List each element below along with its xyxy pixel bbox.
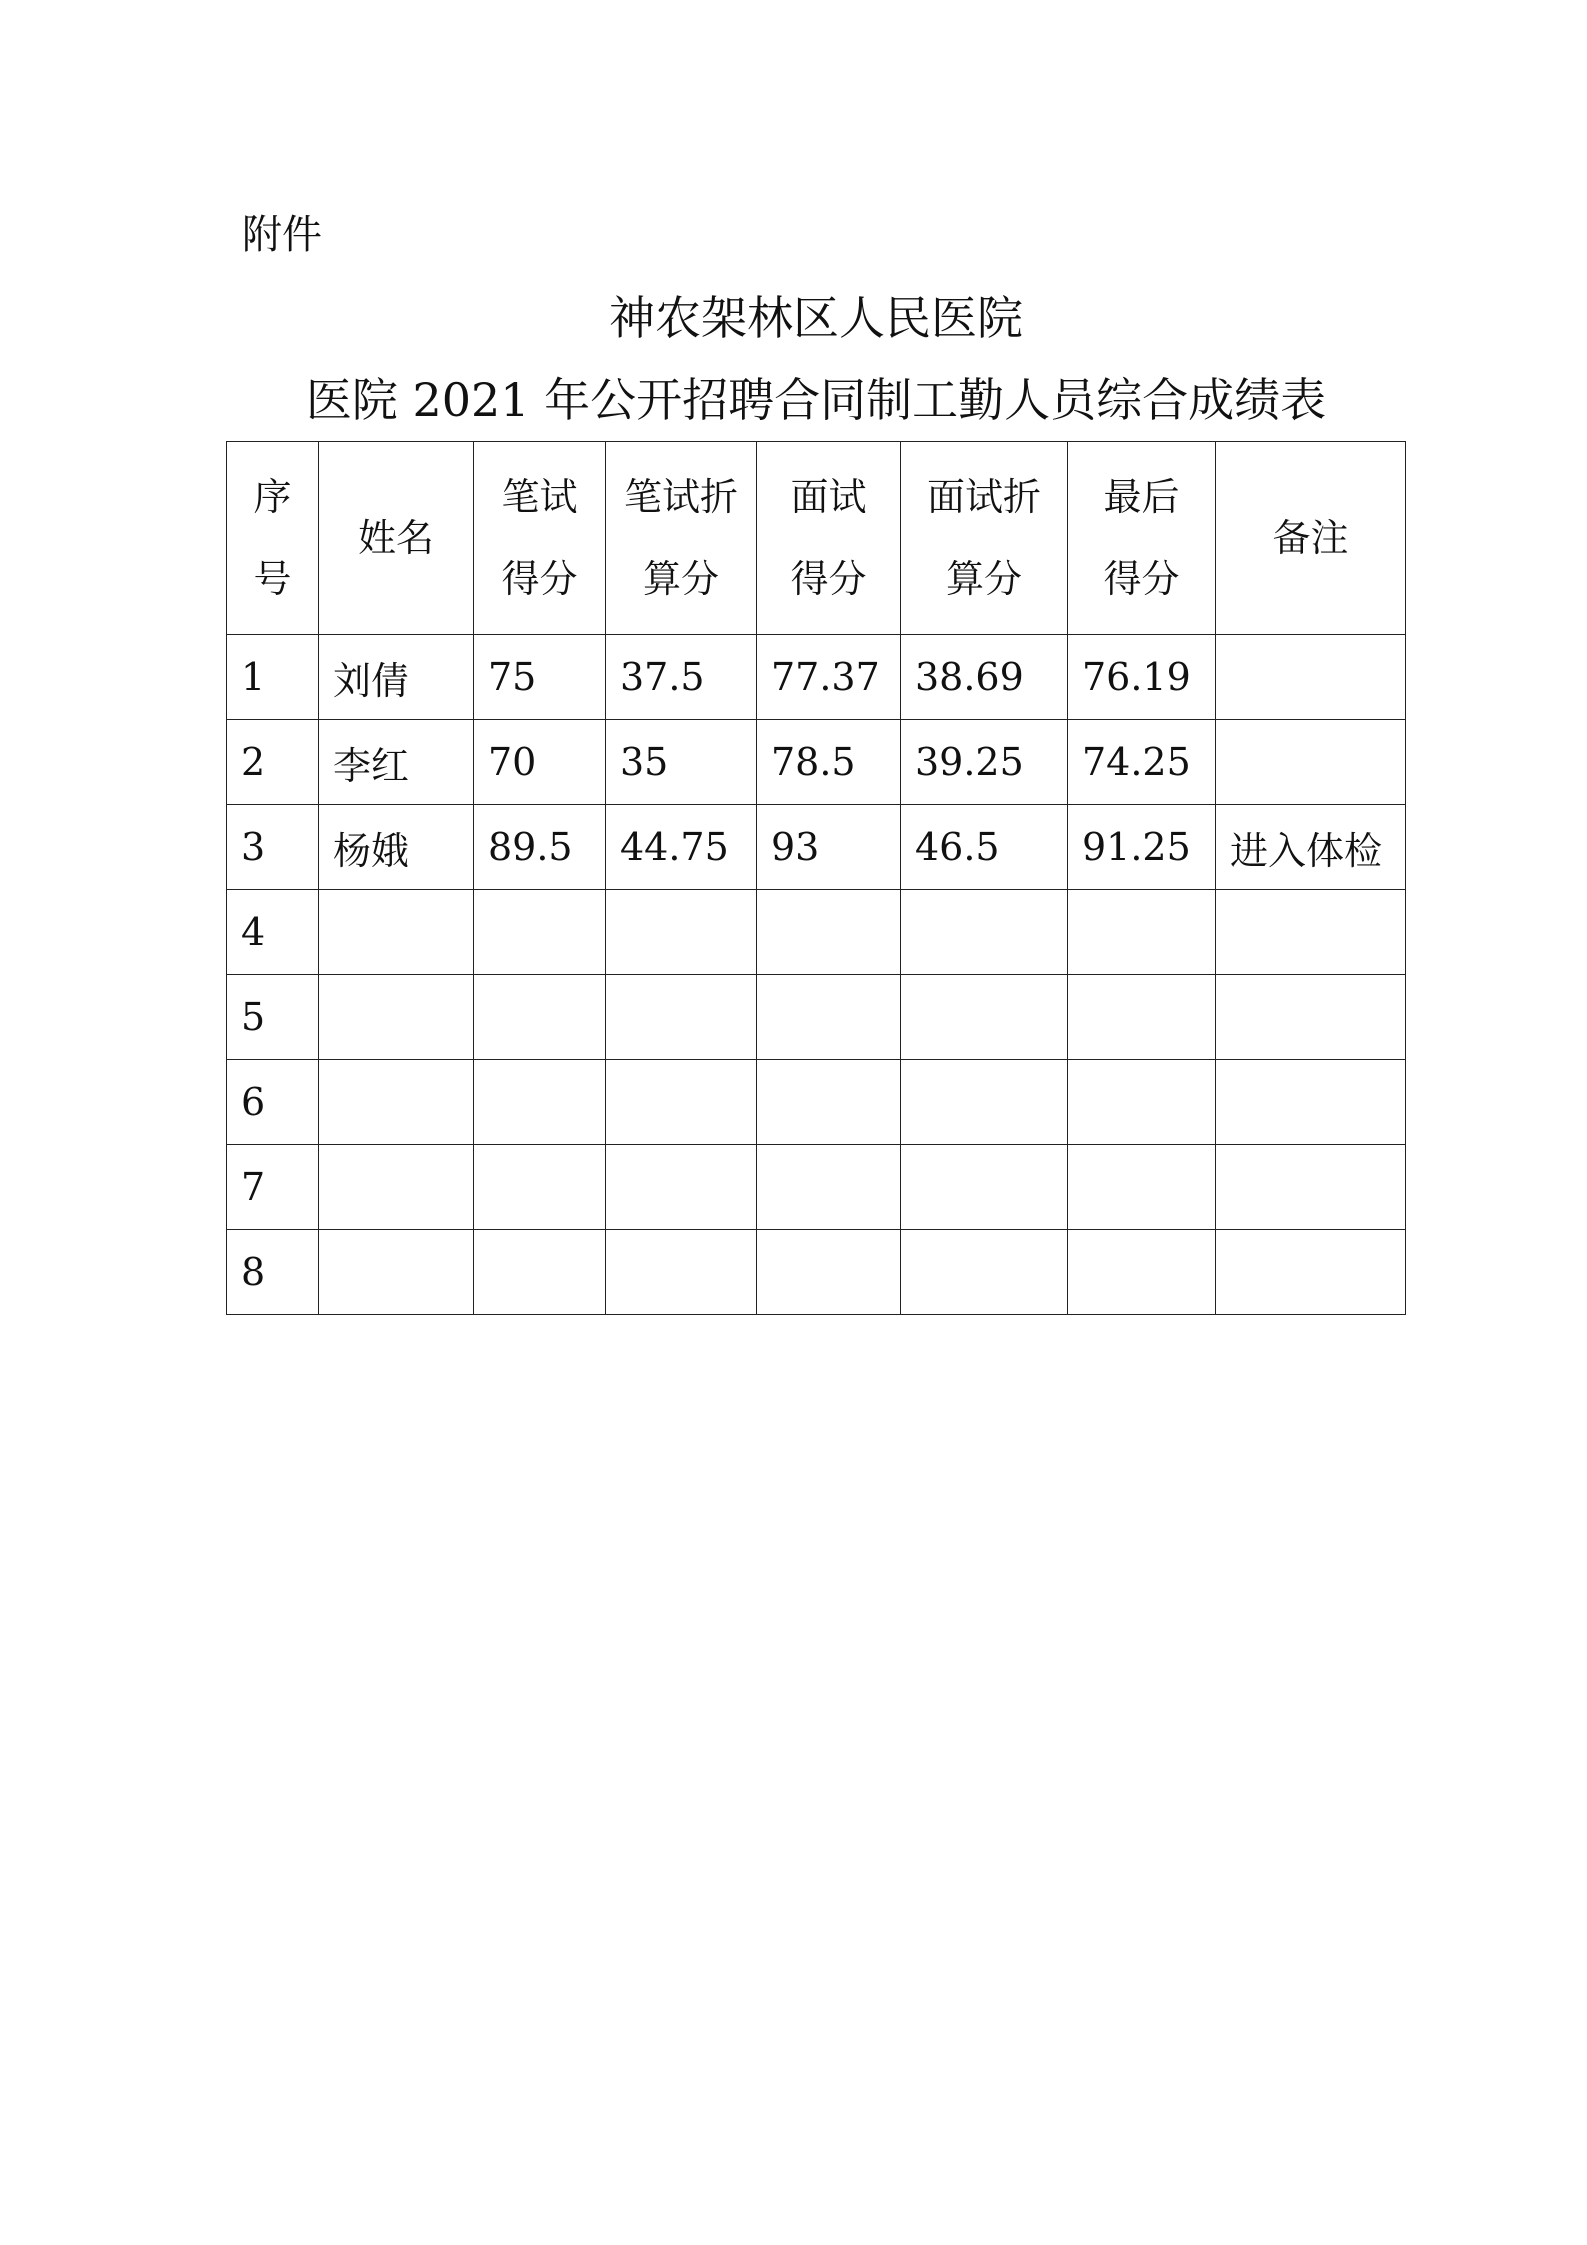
cell-written-converted: 35 (606, 720, 757, 805)
cell-interview-score: 78.5 (757, 720, 901, 805)
table-row (227, 1060, 1406, 1145)
cell-final-score: 74.25 (1068, 720, 1216, 805)
cell-final-score: 76.19 (1068, 635, 1216, 720)
document-title-line-2: 医院 2021 年公开招聘合同制工勤人员综合成绩表 (305, 373, 1327, 427)
header-text: 得分 (1103, 557, 1180, 601)
cell-name (319, 1145, 474, 1230)
cell-interview-score: 77.37 (757, 635, 901, 720)
header-text: 面试折 (926, 475, 1041, 519)
table-row (227, 1145, 1406, 1230)
table-header-row (227, 442, 1406, 635)
header-text: 姓名 (357, 516, 434, 560)
table-row (227, 890, 1406, 975)
cell-remarks (1216, 890, 1406, 975)
header-text: 算分 (945, 557, 1022, 601)
cell-interview-converted (901, 1060, 1068, 1145)
cell-interview-converted: 39.25 (901, 720, 1068, 805)
cell-written-score (474, 975, 606, 1060)
header-text: 面试 (790, 475, 867, 519)
cell-final-score (1068, 975, 1216, 1060)
cell-seq: 1 (227, 635, 319, 720)
table-row (227, 720, 1406, 805)
cell-name: 杨娥 (319, 805, 474, 890)
cell-written-score (474, 890, 606, 975)
header-final-score (1068, 442, 1216, 635)
cell-final-score (1068, 1145, 1216, 1230)
cell-remarks (1216, 975, 1406, 1060)
cell-seq: 2 (227, 720, 319, 805)
header-text: 得分 (790, 557, 867, 601)
cell-name (319, 975, 474, 1060)
cell-interview-converted (901, 890, 1068, 975)
header-text: 最后 (1103, 475, 1180, 519)
cell-written-score (474, 1230, 606, 1315)
header-text: 得分 (501, 557, 578, 601)
header-remarks (1216, 442, 1406, 635)
attachment-label: 附件 (242, 212, 322, 258)
cell-written-converted (606, 890, 757, 975)
scores-table (226, 441, 1406, 1315)
header-written-converted (606, 442, 757, 635)
cell-seq: 5 (227, 975, 319, 1060)
cell-interview-score (757, 975, 901, 1060)
cell-interview-converted (901, 1230, 1068, 1315)
cell-seq: 4 (227, 890, 319, 975)
cell-name: 李红 (319, 720, 474, 805)
cell-written-score: 70 (474, 720, 606, 805)
cell-final-score (1068, 890, 1216, 975)
cell-interview-score (757, 890, 901, 975)
header-interview-converted (901, 442, 1068, 635)
cell-interview-score: 93 (757, 805, 901, 890)
header-text: 备注 (1272, 516, 1349, 560)
cell-interview-converted: 38.69 (901, 635, 1068, 720)
cell-name (319, 1230, 474, 1315)
cell-final-score: 91.25 (1068, 805, 1216, 890)
cell-interview-converted (901, 1145, 1068, 1230)
table-row (227, 975, 1406, 1060)
cell-final-score (1068, 1230, 1216, 1315)
cell-remarks: 进入体检 (1216, 805, 1406, 890)
header-text: 笔试 (501, 475, 578, 519)
cell-remarks (1216, 1230, 1406, 1315)
header-seq (227, 442, 319, 635)
table-row (227, 805, 1406, 890)
header-interview-score (757, 442, 901, 635)
cell-written-converted (606, 975, 757, 1060)
cell-interview-score (757, 1230, 901, 1315)
cell-name (319, 890, 474, 975)
header-text: 算分 (642, 557, 719, 601)
cell-written-converted (606, 1060, 757, 1145)
cell-remarks (1216, 720, 1406, 805)
table-row (227, 1230, 1406, 1315)
cell-interview-score (757, 1145, 901, 1230)
cell-written-score: 89.5 (474, 805, 606, 890)
cell-remarks (1216, 1060, 1406, 1145)
cell-written-converted: 44.75 (606, 805, 757, 890)
cell-interview-score (757, 1060, 901, 1145)
cell-seq: 3 (227, 805, 319, 890)
cell-final-score (1068, 1060, 1216, 1145)
cell-written-score (474, 1060, 606, 1145)
cell-remarks (1216, 635, 1406, 720)
cell-written-converted: 37.5 (606, 635, 757, 720)
document-title-line-1: 神农架林区人民医院 (609, 291, 1023, 345)
header-text: 笔试折 (623, 475, 738, 519)
table-row (227, 635, 1406, 720)
cell-name: 刘倩 (319, 635, 474, 720)
cell-name (319, 1060, 474, 1145)
cell-remarks (1216, 1145, 1406, 1230)
cell-interview-converted: 46.5 (901, 805, 1068, 890)
header-text: 序 (253, 475, 292, 519)
cell-seq: 7 (227, 1145, 319, 1230)
cell-seq: 8 (227, 1230, 319, 1315)
cell-interview-converted (901, 975, 1068, 1060)
cell-written-score (474, 1145, 606, 1230)
header-written-score (474, 442, 606, 635)
cell-written-converted (606, 1230, 757, 1315)
header-text: 号 (253, 557, 292, 601)
cell-written-score: 75 (474, 635, 606, 720)
cell-written-converted (606, 1145, 757, 1230)
header-name (319, 442, 474, 635)
cell-seq: 6 (227, 1060, 319, 1145)
